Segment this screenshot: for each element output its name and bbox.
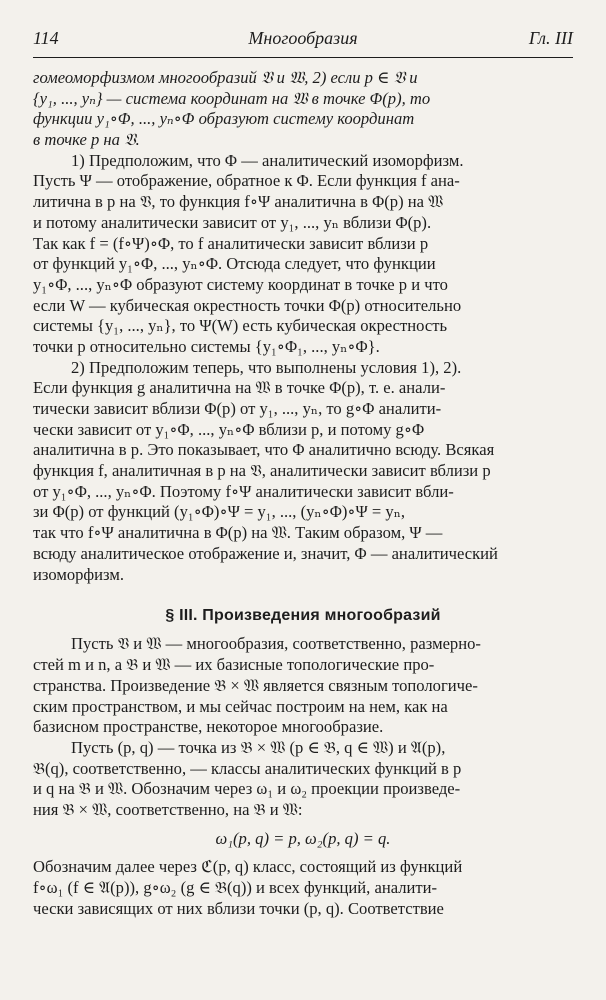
text-line: Так как f = (f∘Ψ)∘Φ, то f аналитически зависит вблизи p <box>33 233 429 253</box>
text-line: аналитична в p. Это показывает, что Φ аналитично всюду. Всякая <box>33 440 495 460</box>
section-spacer <box>33 626 573 634</box>
page-number: 114 <box>33 28 59 48</box>
text-line: {y₁, ..., yₙ} — система координат на 𝔚 в точке Φ(p), то <box>33 88 431 108</box>
text-line: Если функция g аналитична на 𝔚 в точке Φ(p), т. е. анали- <box>33 378 446 398</box>
text-line: ния 𝔅 × 𝔚, соответственно, на 𝔅 и 𝔚: <box>33 799 303 819</box>
display-formula: ω₁(p, q) = p, ω₂(p, q) = q. <box>215 828 391 848</box>
formula-spacer <box>33 821 573 829</box>
text-line: в точке p на 𝔙. <box>33 130 140 150</box>
text-line: f∘ω₁ (f ∈ 𝔄(p)), g∘ω₂ (g ∈ 𝔅(q)) и всех функций, аналити- <box>33 878 438 898</box>
text-line: странства. Произведение 𝔅 × 𝔚 является связным топологиче- <box>33 675 478 695</box>
text-line: литична в p на 𝔙, то функция f∘Ψ аналитична в Φ(p) на 𝔚 <box>33 192 444 212</box>
text-line: чески зависящих от них вблизи точки (p, q). Соответствие <box>33 898 444 918</box>
text-line: и потому аналитически зависит от y₁, ..., yₙ вблизи Φ(p). <box>33 212 432 232</box>
text-line: чески зависит от y₁∘Φ, ..., yₙ∘Φ вблизи p, и потому g∘Φ <box>33 419 425 439</box>
section-spacer <box>33 585 573 606</box>
text-line: Пусть Ψ — отображение, обратное к Φ. Если функция f ана- <box>33 171 460 191</box>
formula-spacer <box>33 849 573 857</box>
text-line: и q на 𝔅 и 𝔚. Обозначим через ω₁ и ω₂ проекции произведе- <box>33 779 461 799</box>
chapter-label: Гл. III <box>528 28 573 48</box>
text-line: функции y₁∘Φ, ..., yₙ∘Φ образуют систему координат <box>33 109 415 129</box>
text-line: от функций y₁∘Φ, ..., yₙ∘Φ. Отсюда следует, что функции <box>33 254 436 274</box>
text-line: функция f, аналитичная в p на 𝔙, аналитически зависит вблизи p <box>33 461 491 481</box>
text-line: изоморфизм. <box>33 564 125 584</box>
text-line: так что f∘Ψ аналитична в Φ(p) на 𝔚. Таким образом, Ψ — <box>33 523 443 543</box>
text-line: Пусть (p, q) — точка из 𝔅 × 𝔚 (p ∈ 𝔅, q ∈ 𝔚) и 𝔄(p), <box>71 737 446 757</box>
header-rule <box>33 57 573 58</box>
text-line: базисном пространстве, некоторое многообразие. <box>33 717 384 737</box>
text-line: точки p относительно системы {y₁∘Φ₁, ..., yₙ∘Φ}. <box>33 336 380 356</box>
text-line: всюду аналитическое отображение и, значит, Φ — аналитический <box>33 543 498 563</box>
text-line: y₁∘Φ, ..., yₙ∘Φ образуют систему координат в точке p и что <box>33 274 448 294</box>
text-line: ским пространством, и мы сейчас построим на нем, как на <box>33 696 448 716</box>
text-line: системы {y₁, ..., yₙ}, то Ψ(W) есть кубическая окрестность <box>33 316 448 336</box>
text-line: Пусть 𝔙 и 𝔚 — многообразия, соответственно, размерно- <box>71 634 481 654</box>
running-head: Многообразия <box>248 28 358 48</box>
text-line: 𝔅(q), соответственно, — классы аналитических функций в p <box>33 758 462 778</box>
text-line: 2) Предположим теперь, что выполнены условия 1), 2). <box>71 357 462 377</box>
text-line: стей m и n, а 𝔅 и 𝔚 — их базисные топологические про- <box>33 655 435 675</box>
text-line: Обозначим далее через ℭ(p, q) класс, состоящий из функций <box>33 857 463 877</box>
text-line: тически зависит вблизи Φ(p) от y₁, ..., yₙ, то g∘Φ аналити- <box>33 399 442 418</box>
text-line: 1) Предположим, что Φ — аналитический изоморфизм. <box>71 150 464 170</box>
page-header <box>33 28 573 54</box>
text-line: от y₁∘Φ, ..., yₙ∘Φ. Поэтому f∘Ψ аналитически зависит вбли- <box>33 481 454 501</box>
page-body <box>33 68 573 919</box>
text-line: гомеоморфизмом многообразий 𝔙 и 𝔚, 2) если p ∈ 𝔙 и <box>33 68 418 87</box>
section-title: § III. Произведения многообразий <box>165 606 441 624</box>
text-line: зи Φ(p) от функций (y₁∘Φ)∘Ψ = y₁, ..., (yₙ∘Φ)∘Ψ = yₙ, <box>33 502 406 522</box>
text-line: если W — кубическая окрестность точки Φ(p) относительно <box>33 295 462 315</box>
